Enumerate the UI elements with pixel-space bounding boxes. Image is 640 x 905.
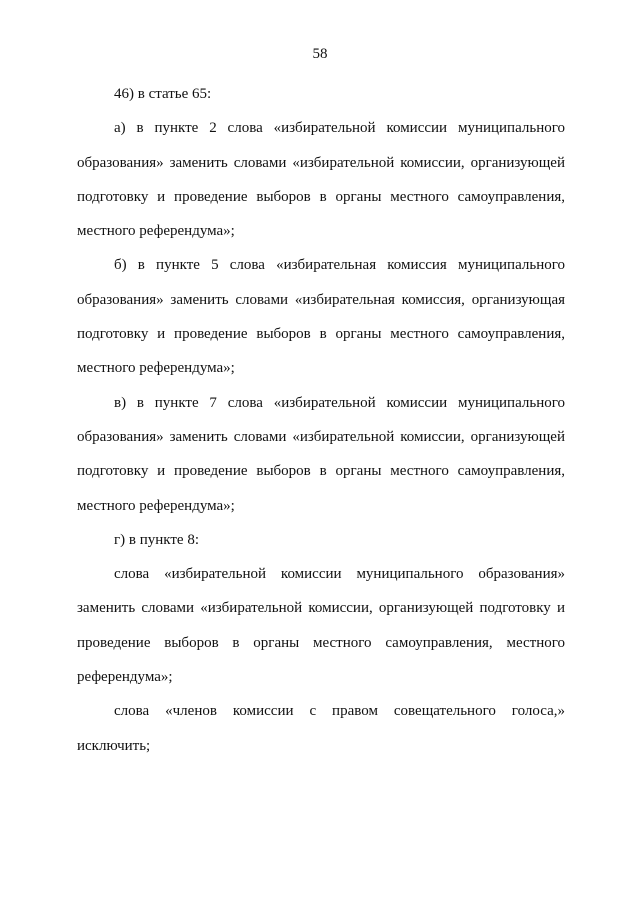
paragraph-words-exclude: слова «членов комиссии с правом совещательного голоса,» исключить; [77,703,565,754]
paragraph-subitem-v: в) в пункте 7 слова «избирательной комиссии муниципального образования» заменить словами «избирательной комиссии, организующей подготовку и проведение выборов в органы местного самоуправления, местного референдума»; [77,394,565,514]
paragraph-words-replace: слова «избирательной комиссии муниципального образования» заменить словами «избирательной комиссии, организующей подготовку и проведение выборов в органы местного самоуправления, местного референдума»; [77,566,565,686]
paragraph-subitem-g: г) в пункте 8: [114,531,200,548]
paragraph-subitem-b: б) в пункте 5 слова «избирательная комиссия муниципального образования» заменить словами «избирательная комиссия, организующая подготовку и проведение выборов в органы местного самоуправления, местного референдума»; [77,257,565,377]
document-body [77,77,565,763]
page-number: 58 [312,46,328,62]
paragraph-subitem-a: а) в пункте 2 слова «избирательной комиссии муниципального образования» заменить словами «избирательной комиссии, организующей подготовку и проведение выборов в органы местного самоуправления, местного референдума»; [77,120,565,240]
paragraph-item-46: 46) в статье 65: [114,86,212,102]
